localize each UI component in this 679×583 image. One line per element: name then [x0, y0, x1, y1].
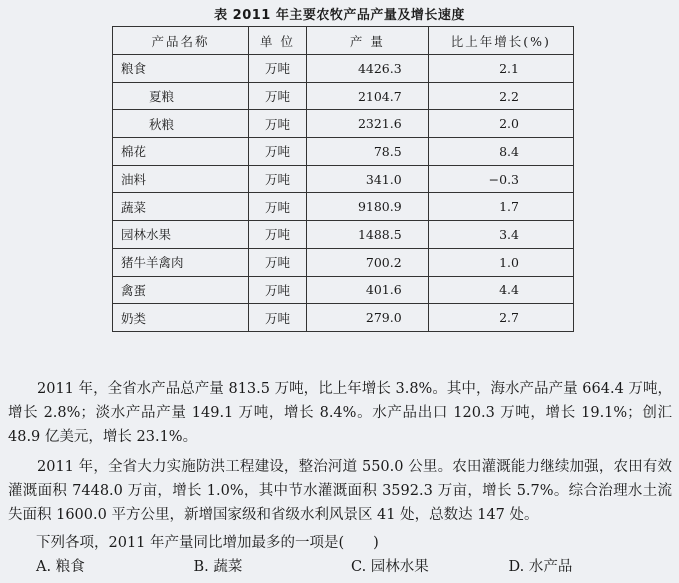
- cell-growth: 8.4: [428, 138, 573, 166]
- cell-unit: 万吨: [249, 110, 307, 138]
- cell-output: 341.0: [306, 165, 428, 193]
- table-header-row: [113, 27, 574, 55]
- cell-product-name: 夏粮: [113, 82, 249, 110]
- paragraph-aquatic: 2011 年，全省水产品总产量 813.5 万吨，比上年增长 3.8%。其中，海水产品产量 664.4 万吨，增长 2.8%；淡水产品产量 149.1 万吨，增长 8.4%。水产品出口 120.3 万吨，增长 19.1%；创汇 48.9 亿美元，增长 23.1%。: [8, 381, 672, 445]
- cell-unit: 万吨: [249, 193, 307, 221]
- header-product-name: 产品名称: [113, 27, 249, 55]
- answer-options: [36, 555, 666, 576]
- table-row: [113, 82, 574, 110]
- option-a[interactable]: A. 粮食: [36, 559, 85, 575]
- cell-output: 1488.5: [306, 221, 428, 249]
- header-unit: 单 位: [249, 27, 307, 55]
- option-c[interactable]: C. 园林水果: [351, 559, 429, 575]
- option-d[interactable]: D. 水产品: [508, 559, 573, 575]
- cell-growth: 3.4: [428, 221, 573, 249]
- table-row: [113, 248, 574, 276]
- cell-product-name: 棉花: [113, 138, 249, 166]
- cell-output: 4426.3: [306, 55, 428, 83]
- cell-unit: 万吨: [249, 304, 307, 332]
- production-table: [112, 26, 574, 332]
- cell-growth: 2.0: [428, 110, 573, 138]
- cell-unit: 万吨: [249, 138, 307, 166]
- cell-product-name: 奶类: [113, 304, 249, 332]
- cell-unit: 万吨: [249, 248, 307, 276]
- cell-output: 2321.6: [306, 110, 428, 138]
- cell-growth: −0.3: [428, 165, 573, 193]
- cell-unit: 万吨: [249, 276, 307, 304]
- option-b[interactable]: B. 蔬菜: [193, 559, 243, 575]
- cell-growth: 2.2: [428, 82, 573, 110]
- table-row: [113, 304, 574, 332]
- cell-growth: 1.7: [428, 193, 573, 221]
- header-growth: 比上年增长(%): [428, 27, 573, 55]
- cell-unit: 万吨: [249, 221, 307, 249]
- cell-product-name: 猪牛羊禽肉: [113, 248, 249, 276]
- cell-product-name: 油料: [113, 165, 249, 193]
- table-row: [113, 276, 574, 304]
- cell-product-name: 秋粮: [113, 110, 249, 138]
- paragraph-irrigation: 2011 年，全省大力实施防洪工程建设，整治河道 550.0 公里。农田灌溉能力继续加强，农田有效灌溉面积 7448.0 万亩，增长 1.0%，其中节水灌溉面积 3592.3 万亩，增长 5.7%。综合治理水土流失面积 1600.0 平方公里，新增国家级和省级水利风景区 41 处，总数达 147 处。: [8, 459, 672, 523]
- question-text: 下列各项，2011 年产量同比增加最多的一项是( ): [36, 535, 379, 551]
- cell-product-name: 禽蛋: [113, 276, 249, 304]
- cell-growth: 2.1: [428, 55, 573, 83]
- table-body: [113, 55, 574, 332]
- cell-product-name: 蔬菜: [113, 193, 249, 221]
- cell-output: 401.6: [306, 276, 428, 304]
- table-row: [113, 193, 574, 221]
- table-row: [113, 138, 574, 166]
- table-row: [113, 110, 574, 138]
- header-output: 产 量: [306, 27, 428, 55]
- cell-output: 2104.7: [306, 82, 428, 110]
- cell-output: 9180.9: [306, 193, 428, 221]
- cell-product-name: 粮食: [113, 55, 249, 83]
- table-row: [113, 221, 574, 249]
- table-row: [113, 55, 574, 83]
- table-title: 表 2011 年主要农牧产品产量及增长速度: [214, 8, 465, 23]
- cell-growth: 2.7: [428, 304, 573, 332]
- cell-unit: 万吨: [249, 55, 307, 83]
- cell-output: 700.2: [306, 248, 428, 276]
- cell-unit: 万吨: [249, 82, 307, 110]
- cell-output: 78.5: [306, 138, 428, 166]
- cell-growth: 1.0: [428, 248, 573, 276]
- cell-output: 279.0: [306, 304, 428, 332]
- table-row: [113, 165, 574, 193]
- cell-growth: 4.4: [428, 276, 573, 304]
- cell-product-name: 园林水果: [113, 221, 249, 249]
- cell-unit: 万吨: [249, 165, 307, 193]
